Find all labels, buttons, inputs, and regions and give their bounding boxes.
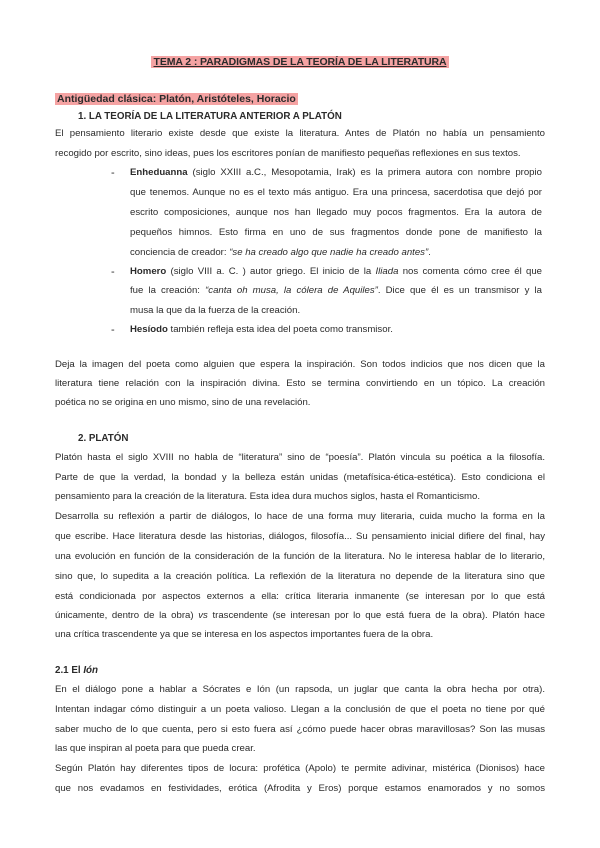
bullet-2-line-3: musa la que da la fuerza de la creación. (130, 305, 301, 316)
para-2-line-3: poética no se origina en uno mismo, sino de una revelación. (55, 397, 311, 408)
para-2-line-2: literatura tiene relación con la inspiración divina. Esto se termina convirtiendo en un tópico. La creación (55, 378, 545, 389)
para-5-line-4: las que inspiran al poeta para que pueda crear. (55, 743, 256, 754)
para-6-line-2: que nos evadamos en festividades, erótica (Afrodita y Eros) porque estamos enamorados y no somos (55, 783, 545, 794)
heading-2: 2. PLATÓN (78, 433, 129, 444)
bullet-1-line-1: Enheduanna (siglo XXIII a.C., Mesopotamia, Irak) es la primera autora con nombre propio (130, 167, 542, 178)
para-5-line-1: En el diálogo pone a hablar a Sócrates e Ión (un rapsoda, un juglar que canta la obra hecha por otra). (55, 684, 545, 695)
para-3-line-1: Platón hasta el siglo XVIII no habla de “literatura” sino de “poesía”. Platón vincula su poética a la filosofía. (55, 452, 545, 463)
document-title: TEMA 2 : PARADIGMAS DE LA TEORÍA DE LA LITERATURA (0, 55, 600, 69)
intro-line-2: recogido por escrito, sino ideas, pues los escritores ponían de manifiesto pequeñas reflexiones en sus textos. (55, 148, 521, 159)
heading-1: 1. LA TEORÍA DE LA LITERATURA ANTERIOR A PLATÓN (78, 111, 342, 122)
bullet-2-line-1: Homero (siglo VIII a. C. ) autor griego. El inicio de la Iliada nos comenta cómo cree él que (130, 266, 542, 277)
homero-quote: “canta oh musa, la cólera de Aquiles” (205, 285, 378, 296)
para-4-line-7: una crítica trascendente ya que se interesa en los aspectos importantes fuera de la obra. (55, 629, 434, 640)
para-6-line-1: Según Platón hay diferentes tipos de locura: profética (Apolo) te permite adivinar, mistérica (Dionisos) hace (55, 763, 545, 774)
bullet-3-line-1: Hesíodo también refleja esta idea del poeta como transmisor. (130, 324, 393, 335)
bullet-1-line-4: pequeños himnos. Esto firma en uno de sus fragmentos donde pone de manifiesto la (130, 227, 542, 238)
section-heading: Antigüedad clásica: Platón, Aristóteles, Horacio (57, 93, 296, 105)
para-3-line-2: Parte de que la verdad, la bondad y la belleza están unidas (metafísica-ética-estética). Esto condiciona el (55, 472, 545, 483)
para-4-line-3: una evolución en función de la consideración de la función de la literatura. No le interesa hablar de lo literario, (55, 551, 545, 562)
heading-2-1: 2.1 El Ión (55, 665, 99, 676)
para-4-line-6: únicamente, dentro de la obra) vs trascendente (se interesan por lo que está fuera de la obra). Platón hace (55, 610, 545, 621)
para-2-line-1: Deja la imagen del poeta como alguien que espera la inspiración. Son todos indicios que nos dicen que la (55, 359, 545, 370)
para-3-line-3: pensamiento para la creación de la literatura. Esta idea dura muchos siglos, hasta el Romanticismo. (55, 491, 481, 502)
bullet-2-name: Homero (130, 266, 167, 277)
bullet-1-line-3: escrito composiciones, aunque nos han llegado muy pocos fragmentos. Era la autora de (130, 207, 542, 218)
bullet-1-name: Enheduanna (130, 167, 188, 178)
para-5-line-3: saber mucho de lo que cuenta, pero si esto fuera así ¿cómo puede hacer obras maravillosas? Son las musas (55, 724, 545, 735)
bullet-1-line-5: conciencia de creador: “se ha creado algo que nadie ha creado antes”. (130, 247, 431, 258)
bullet-marker: - (111, 167, 115, 179)
bullet-1-line-2: que tenemos. Aunque no es el texto más antiguo. Era una princesa, sacerdotisa que dejó por (130, 187, 542, 198)
bullet-marker: - (111, 266, 115, 278)
bullet-marker: - (111, 324, 115, 336)
para-4-line-4: sino que, lo supedita a la creación política. La reflexión de la literatura no depende de la literatura sino que (55, 571, 545, 582)
para-4-line-1: Desarrolla su reflexión a partir de diálogos, lo hace de una forma muy literaria, cuida mucho la forma en la (55, 511, 545, 522)
para-5-line-2: Intentan indagar cómo distinguir a un poeta valioso. Llegan a la conclusión de que el poeta no tiene por qué (55, 704, 545, 715)
enheduanna-quote: “se ha creado algo que nadie ha creado antes” (229, 247, 429, 258)
bullet-3-name: Hesíodo (130, 324, 168, 335)
intro-line-1: El pensamiento literario existe desde que existe la literatura. Antes de Platón no había un pensamiento (55, 128, 545, 139)
para-4-line-2: que escribe. Hace literatura desde las historias, diálogos, filosofía... Su pensamiento inicial difiere del final, hay (55, 531, 545, 542)
para-4-line-5: está condicionada por aspectos externos a ella: crítica literaria inmanente (se interesan por lo que está (55, 591, 545, 602)
bullet-2-line-2: fue la creación: “canta oh musa, la cólera de Aquiles”. Dice que él es un transmisor y la (130, 285, 542, 296)
